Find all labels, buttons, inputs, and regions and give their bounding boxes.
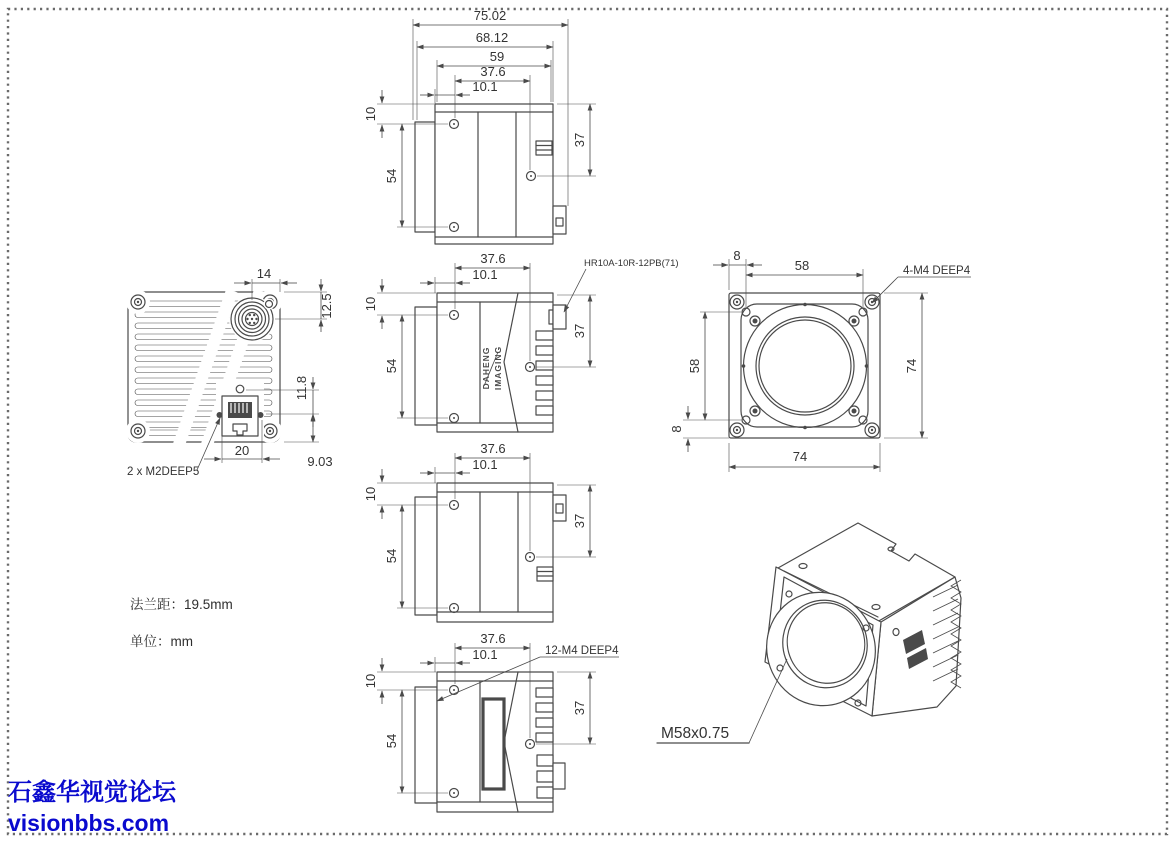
label-hr10a-connector: HR10A-10R-12PB(71) [584,258,679,269]
dim-hole-pitch-4: 54 [384,733,399,749]
dim-edge-to-hole: 10 [363,106,378,122]
iso-view [657,523,961,743]
label-m4-front: 4-M4 DEEP4 [903,265,971,277]
dim-front-height: 74 [904,358,919,374]
dim-connector-center: 12.5 [319,293,334,319]
dim-hole-span-2: 37.6 [480,251,506,266]
logo-line1: DAHENG [481,346,491,390]
side-view-logo [363,251,679,432]
dim-edge-to-hole-2: 10 [363,296,378,312]
dim-port-offset: 11.8 [294,375,309,401]
dim-bottom-offset: 9.03 [307,454,333,469]
dim-side-hole-offset: 37 [572,132,587,148]
dim-edge-to-hole-4: 10 [363,673,378,689]
rj45-port [216,380,264,441]
label-m4-bottom: 12-M4 DEEP4 [545,645,619,657]
hirose-circular-connector [229,296,275,342]
dim-corner-inset-bottom: 8 [669,425,684,433]
dim-screw-span: 20 [234,443,250,458]
side-vent-2 [537,567,553,581]
dim-hole-pitch-3: 54 [384,548,399,564]
note-flange-distance: 法兰距：19.5mm [130,597,233,612]
watermark-site-url: visionbbs.com [8,810,170,836]
top-view [363,8,596,244]
back-view [126,266,334,478]
note-unit: 单位：mm [130,634,193,649]
dim-side-hole-offset-3: 37 [572,513,587,529]
tripod-slot [483,699,504,789]
top-view-side-vent [536,141,552,155]
dim-hole-span-top: 58 [794,258,810,273]
rear-blocks [537,755,565,798]
dim-front-width: 74 [792,449,808,464]
top-view-rear-connector [553,206,566,234]
label-lens-mount-thread: M58x0.75 [661,725,730,742]
label-m2-screws: 2 x M2DEEP5 [127,466,200,478]
dim-corner-inset-top: 8 [733,248,741,263]
dim-hole-pitch: 54 [384,168,399,184]
dim-side-hole-offset-4: 37 [572,700,587,716]
dim-edge-to-hole-3: 10 [363,486,378,502]
dim-hole-inset-3: 10.1 [472,457,498,472]
dim-hole-pitch-2: 54 [384,358,399,374]
watermark [8,778,177,836]
dim-hole-inset: 10.1 [472,79,498,94]
dim-hole-span-left: 58 [687,358,702,374]
dim-side-hole-offset-2: 37 [572,323,587,339]
dim-hole-inset-4: 10.1 [472,647,498,662]
dim-hole-span-3: 37.6 [480,441,506,456]
dim-body-length: 59 [489,49,505,64]
dim-hole-span-4: 37.6 [480,631,506,646]
logo-line2: IMAGING [493,345,503,391]
dim-hole-span: 37.6 [480,64,506,79]
watermark-forum-name: 石鑫华视觉论坛 [8,779,176,806]
front-view [669,248,971,472]
rear-connector-side [553,495,566,521]
dim-connector-offset: 14 [256,266,272,281]
side-view-plain [363,441,596,622]
dim-overall-width: 75.02 [473,8,507,23]
dim-hole-inset-2: 10.1 [472,267,498,282]
bottom-view [363,631,619,812]
dim-with-front-plate: 68.12 [475,30,509,45]
